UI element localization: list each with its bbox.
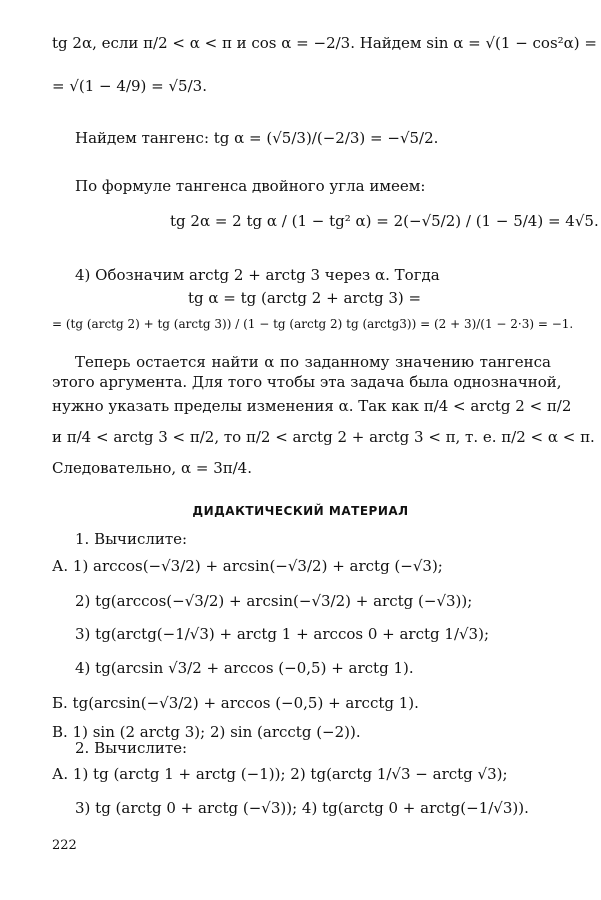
text-line-10: этого аргумента. Для того чтобы эта задача была однозначной,: [52, 373, 562, 391]
text-line-11: нужно указать пределы изменения α. Так как π/4 < arctg 2 < π/2: [52, 397, 572, 415]
formula-tg-sum: tg α = tg (arctg 2 + arctg 3) =: [188, 289, 422, 307]
text-line-9: Теперь остается найти α по заданному значению тангенса: [75, 353, 551, 371]
text-line-3: Найдем тангенс: tg α = (√5/3)/(−2/3) = −√5/2.: [75, 129, 439, 147]
text-line-6: 4) Обозначим arctg 2 + arctg 3 через α. Тогда: [75, 266, 440, 284]
page-number: 222: [52, 838, 77, 853]
exercise-1-a-1: А. 1) arccos(−√3/2) + arcsin(−√3/2) + arctg (−√3);: [52, 557, 443, 575]
exercise-1-a-4: 4) tg(arcsin √3/2 + arccos (−0,5) + arctg 1).: [75, 659, 414, 677]
text-line-13: Следовательно, α = 3π/4.: [52, 459, 252, 477]
formula-double-angle: tg 2α = 2 tg α / (1 − tg² α) = 2(−√5/2) / (1 − 5/4) = 4√5.: [170, 212, 599, 230]
section-heading: ДИДАКТИЧЕСКИЙ МАТЕРИАЛ: [192, 504, 409, 518]
exercise-1-a-2: 2) tg(arccos(−√3/2) + arcsin(−√3/2) + arctg (−√3));: [75, 592, 473, 610]
exercise-1-b: Б. tg(arcsin(−√3/2) + arccos (−0,5) + arcctg 1).: [52, 694, 419, 712]
text-line-12: и π/4 < arctg 3 < π/2, то π/2 < arctg 2 + arctg 3 < π, т. е. π/2 < α < π.: [52, 428, 595, 446]
exercise-2-title: 2. Вычислите:: [75, 739, 188, 757]
exercise-1-title: 1. Вычислите:: [75, 530, 188, 548]
text-line-1: tg 2α, если π/2 < α < π и cos α = −2/3. Найдем sin α = √(1 − cos²α) =: [52, 34, 597, 52]
exercise-2-a-3: 3) tg (arctg 0 + arctg (−√3)); 4) tg(arctg 0 + arctg(−1/√3)).: [75, 799, 529, 817]
exercise-2-a-1: А. 1) tg (arctg 1 + arctg (−1)); 2) tg(arctg 1/√3 − arctg √3);: [52, 765, 508, 783]
exercise-1-v: В. 1) sin (2 arctg 3); 2) sin (arcctg (−2)).: [52, 723, 361, 741]
text-line-4: По формуле тангенса двойного угла имеем:: [75, 177, 426, 195]
text-line-2: = √(1 − 4/9) = √5/3.: [52, 77, 207, 95]
exercise-1-a-3: 3) tg(arctg(−1/√3) + arctg 1 + arccos 0 + arctg 1/√3);: [75, 625, 490, 643]
formula-tg-sum-expansion: = (tg (arctg 2) + tg (arctg 3)) / (1 − tg (arctg 2) tg (arctg3)) = (2 + 3)/(1 − 2·3) = −1.: [52, 317, 574, 331]
